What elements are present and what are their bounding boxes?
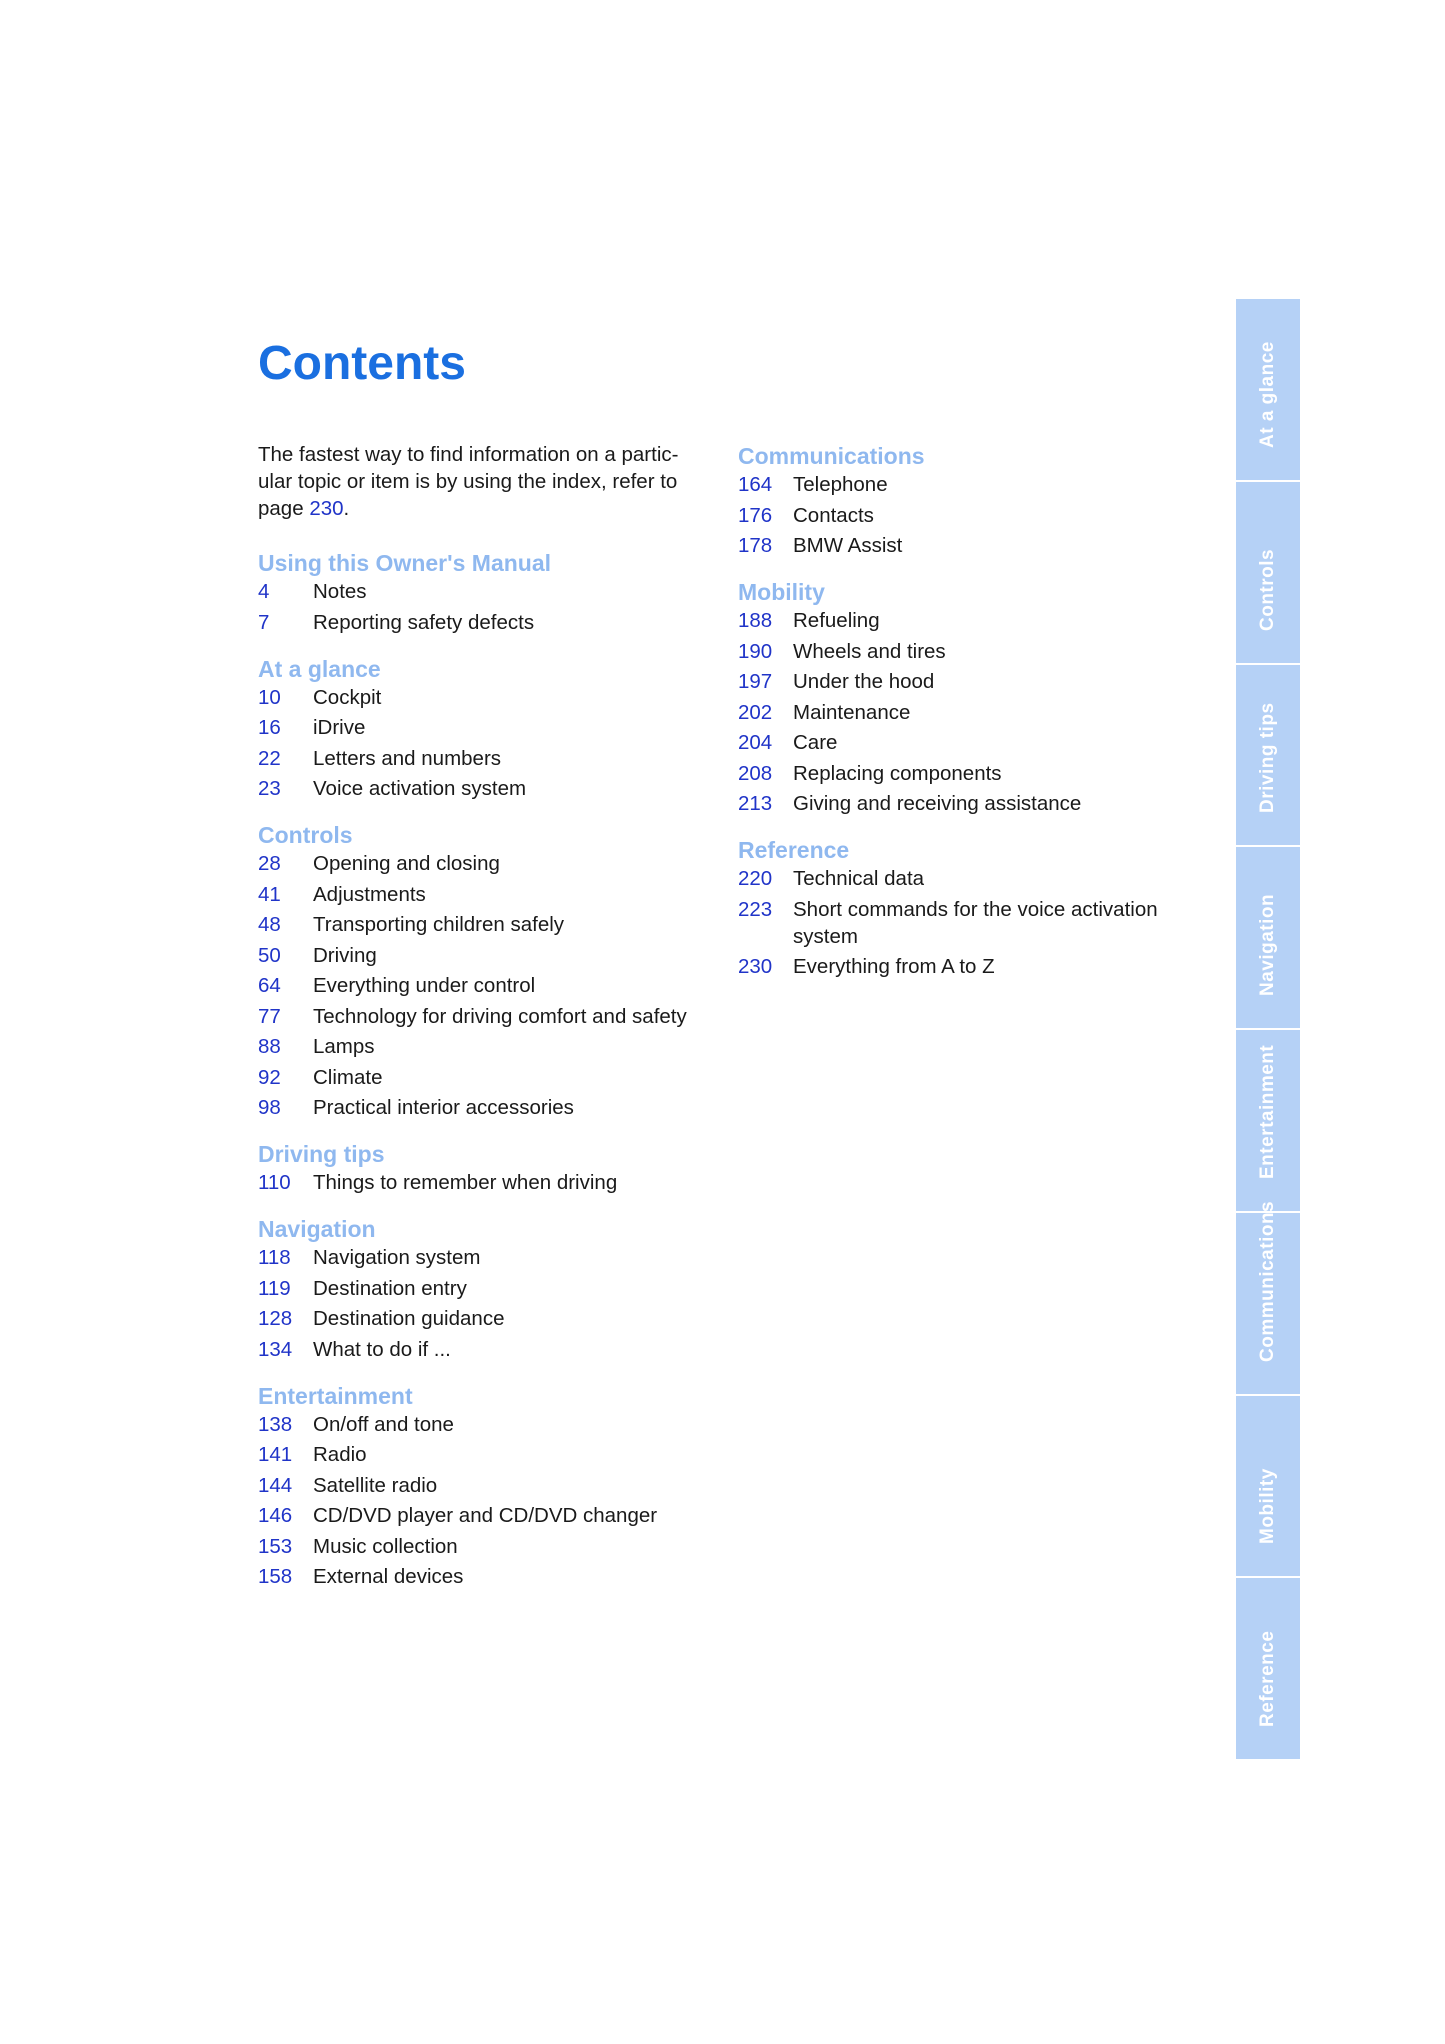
page-number-link[interactable]: 118	[258, 1246, 291, 1269]
chapter-tab-label: At a glance	[1257, 340, 1278, 448]
page-number-link[interactable]: 202	[738, 700, 773, 724]
contents-column-right	[738, 441, 1208, 998]
toc-entry[interactable]	[258, 1336, 708, 1363]
chapter-tab-label: Controls	[1257, 548, 1278, 631]
intro-text	[258, 441, 708, 522]
toc-entry[interactable]	[258, 745, 708, 772]
entry-title[interactable]: Replacing components	[793, 761, 1002, 785]
toc-entry[interactable]	[258, 1533, 708, 1560]
toc-entry[interactable]	[258, 775, 708, 802]
toc-entry[interactable]	[738, 760, 1208, 787]
page-number-link[interactable]: 41	[258, 882, 281, 906]
toc-entry[interactable]	[258, 609, 708, 636]
entry-title[interactable]: Technology for driving comfort and safety	[313, 1004, 687, 1028]
page-number-link[interactable]: 144	[258, 1473, 293, 1497]
entry-title[interactable]: Telephone	[793, 473, 888, 496]
entry-title[interactable]: Contacts	[793, 503, 874, 527]
entry-title[interactable]: Giving and receiving assistance	[793, 792, 1082, 815]
page-number-link[interactable]: 134	[258, 1337, 293, 1361]
entry-title[interactable]: Satellite radio	[313, 1473, 438, 1497]
chapter-tab-label: Driving tips	[1257, 702, 1278, 814]
entry-title[interactable]: Everything under control	[313, 974, 536, 997]
entry-title[interactable]: Cockpit	[313, 685, 382, 709]
page-number-link[interactable]: 176	[738, 503, 773, 527]
section-heading: Driving tips	[258, 1141, 385, 1167]
entry-title[interactable]: Radio	[313, 1443, 367, 1466]
entry-title[interactable]: Short commands for the voice activation system	[793, 897, 1158, 948]
entry-title[interactable]: iDrive	[313, 716, 366, 739]
page-number-link[interactable]: 4	[258, 580, 270, 603]
page-number-link[interactable]: 128	[258, 1307, 293, 1330]
toc-entry[interactable]	[738, 790, 1208, 817]
intro-suffix: .	[343, 497, 350, 520]
entry-title[interactable]: CD/DVD player and CD/DVD changer	[313, 1504, 658, 1527]
index-page-link[interactable]: 230	[309, 497, 344, 520]
page-number-link[interactable]: 10	[258, 685, 281, 709]
page-number-link[interactable]: 178	[738, 534, 773, 557]
entry-title[interactable]: Wheels and tires	[793, 639, 946, 663]
toc-entry[interactable]	[258, 578, 708, 605]
entry-title[interactable]: BMW Assist	[793, 534, 903, 557]
intro-prefix: page	[258, 497, 310, 520]
chapter-tab-label: Entertainment	[1257, 1044, 1278, 1179]
chapter-tab[interactable]	[1236, 1200, 1300, 1396]
toc-entry[interactable]	[738, 668, 1208, 695]
toc-entry[interactable]	[258, 1244, 708, 1271]
page-number-link[interactable]: 92	[258, 1065, 281, 1089]
page-number-link[interactable]: 110	[258, 1171, 291, 1194]
toc-entry[interactable]	[258, 1305, 708, 1332]
page-number-link[interactable]: 16	[258, 716, 281, 739]
section-at-a-glance	[258, 654, 708, 803]
section-driving-tips	[258, 1139, 708, 1196]
toc-entry[interactable]	[258, 1033, 708, 1060]
chapter-tab[interactable]	[1236, 1030, 1300, 1213]
section-communications	[738, 441, 1208, 559]
page-number-link[interactable]: 223	[738, 897, 773, 921]
toc-entry[interactable]	[258, 714, 708, 741]
page-number-link[interactable]: 158	[258, 1565, 293, 1588]
toc-entry[interactable]	[738, 532, 1208, 559]
toc-entry[interactable]	[738, 607, 1208, 634]
toc-entry[interactable]	[258, 1563, 708, 1590]
chapter-tab[interactable]	[1236, 665, 1300, 848]
toc-entry[interactable]	[258, 1502, 708, 1529]
page-number-link[interactable]: 204	[738, 731, 773, 754]
page-number-link[interactable]: 164	[738, 473, 773, 496]
page-number-link[interactable]: 197	[738, 670, 773, 693]
entry-title[interactable]: External devices	[313, 1565, 464, 1588]
page-number-link[interactable]: 48	[258, 913, 281, 936]
toc-entry[interactable]	[258, 1064, 708, 1091]
chapter-tabs	[1236, 299, 1300, 1759]
toc-entry[interactable]	[738, 865, 1208, 892]
entry-title[interactable]: What to do if ...	[313, 1337, 451, 1361]
section-heading: Entertainment	[258, 1382, 413, 1409]
entry-title[interactable]: Technical data	[793, 867, 925, 890]
page-number-link[interactable]: 50	[258, 943, 281, 967]
chapter-tab-label: Reference	[1257, 1630, 1278, 1727]
section-heading: Mobility	[738, 579, 825, 605]
entry-title[interactable]: Reporting safety defects	[313, 610, 535, 634]
page-number-link[interactable]: 208	[738, 761, 773, 785]
chapter-tab[interactable]	[1236, 299, 1300, 482]
toc-entry[interactable]	[258, 1094, 708, 1121]
page-number-link[interactable]: 64	[258, 974, 281, 997]
entry-title[interactable]: Navigation system	[313, 1246, 481, 1269]
entry-title[interactable]: Opening and closing	[313, 852, 500, 875]
section-heading: Communications	[738, 443, 925, 469]
entry-title[interactable]: Climate	[313, 1065, 383, 1089]
entry-title[interactable]: Adjustments	[313, 882, 426, 906]
entry-title[interactable]: Letters and numbers	[313, 746, 502, 770]
page-number-link[interactable]: 7	[258, 610, 270, 634]
page-number-link[interactable]: 138	[258, 1412, 293, 1436]
toc-entry[interactable]	[258, 911, 708, 938]
entry-title[interactable]: Music collection	[313, 1534, 458, 1558]
entry-title[interactable]: Notes	[313, 580, 367, 603]
section-entertainment	[258, 1381, 708, 1591]
section-heading: Controls	[258, 822, 353, 848]
chapter-tab-label: Mobility	[1257, 1468, 1278, 1545]
entry-title[interactable]: Practical interior accessories	[313, 1096, 574, 1119]
entry-title[interactable]: Maintenance	[793, 700, 911, 724]
entry-title[interactable]: On/off and tone	[313, 1412, 454, 1436]
page-number-link[interactable]: 190	[738, 639, 773, 663]
entry-title[interactable]: Transporting children safely	[313, 913, 565, 936]
chapter-tab[interactable]	[1236, 1578, 1300, 1759]
toc-entry[interactable]	[258, 850, 708, 877]
entry-title[interactable]: Driving	[313, 943, 377, 967]
page-number-link[interactable]: 119	[258, 1276, 291, 1300]
section-mobility	[738, 577, 1208, 817]
entry-title[interactable]: Under the hood	[793, 670, 935, 693]
toc-entry[interactable]	[258, 942, 708, 969]
entry-title[interactable]: Things to remember when driving	[313, 1171, 618, 1194]
page-number-link[interactable]: 146	[258, 1504, 293, 1527]
page-number-link[interactable]: 77	[258, 1004, 281, 1028]
section-manual	[258, 548, 708, 636]
page-number-link[interactable]: 153	[258, 1534, 293, 1558]
intro-line-1: The fastest way to find information on a partic-	[258, 443, 679, 466]
section-controls	[258, 820, 708, 1121]
toc-entry[interactable]	[738, 953, 1208, 980]
page-number-link[interactable]: 98	[258, 1096, 281, 1119]
entry-title[interactable]: Destination guidance	[313, 1307, 505, 1330]
page-number-link[interactable]: 88	[258, 1035, 281, 1058]
toc-entry[interactable]	[738, 729, 1208, 756]
page-number-link[interactable]: 141	[258, 1443, 293, 1466]
entry-title[interactable]: Care	[793, 731, 838, 754]
chapter-tab-label: Navigation	[1257, 893, 1278, 996]
toc-entry[interactable]	[258, 684, 708, 711]
toc-entry[interactable]	[738, 896, 1208, 950]
entry-title[interactable]: Destination entry	[313, 1276, 467, 1300]
toc-entry[interactable]	[258, 1411, 708, 1438]
page-number-link[interactable]: 28	[258, 852, 281, 875]
toc-entry[interactable]	[258, 972, 708, 999]
entry-title[interactable]: Voice activation system	[313, 777, 527, 800]
entry-title[interactable]: Refueling	[793, 609, 880, 632]
page-number-link[interactable]: 188	[738, 609, 773, 632]
page-number-link[interactable]: 220	[738, 867, 773, 890]
contents-column-left	[258, 441, 708, 1608]
page-number-link[interactable]: 23	[258, 777, 281, 800]
page-number-link[interactable]: 213	[738, 792, 773, 815]
page-number-link[interactable]: 22	[258, 746, 281, 770]
toc-entry[interactable]	[738, 699, 1208, 726]
section-heading: Reference	[738, 837, 850, 863]
page-number-link[interactable]: 230	[738, 955, 773, 978]
entry-title[interactable]: Lamps	[313, 1035, 375, 1058]
intro-line-2: ular topic or item is by using the index, refer to	[258, 470, 678, 493]
toc-entry[interactable]	[258, 1472, 708, 1499]
section-navigation	[258, 1214, 708, 1363]
section-reference	[738, 835, 1208, 980]
section-heading: At a glance	[258, 655, 381, 682]
chapter-tab[interactable]	[1236, 482, 1300, 665]
chapter-tab-label: Communications	[1257, 1200, 1278, 1362]
toc-entry[interactable]	[258, 881, 708, 908]
page-title: Contents	[258, 337, 466, 390]
toc-entry[interactable]	[258, 1441, 708, 1468]
toc-entry[interactable]	[258, 1275, 708, 1302]
toc-entry[interactable]	[258, 1003, 708, 1030]
section-heading: Using this Owner's Manual	[258, 550, 552, 576]
toc-entry[interactable]	[738, 502, 1208, 529]
entry-title[interactable]: Everything from A to Z	[793, 955, 995, 978]
toc-entry[interactable]	[738, 638, 1208, 665]
toc-entry[interactable]	[258, 1169, 708, 1196]
chapter-tab[interactable]	[1236, 847, 1300, 1030]
toc-entry[interactable]	[738, 471, 1208, 498]
section-heading: Navigation	[258, 1216, 376, 1242]
chapter-tab[interactable]	[1236, 1396, 1300, 1579]
